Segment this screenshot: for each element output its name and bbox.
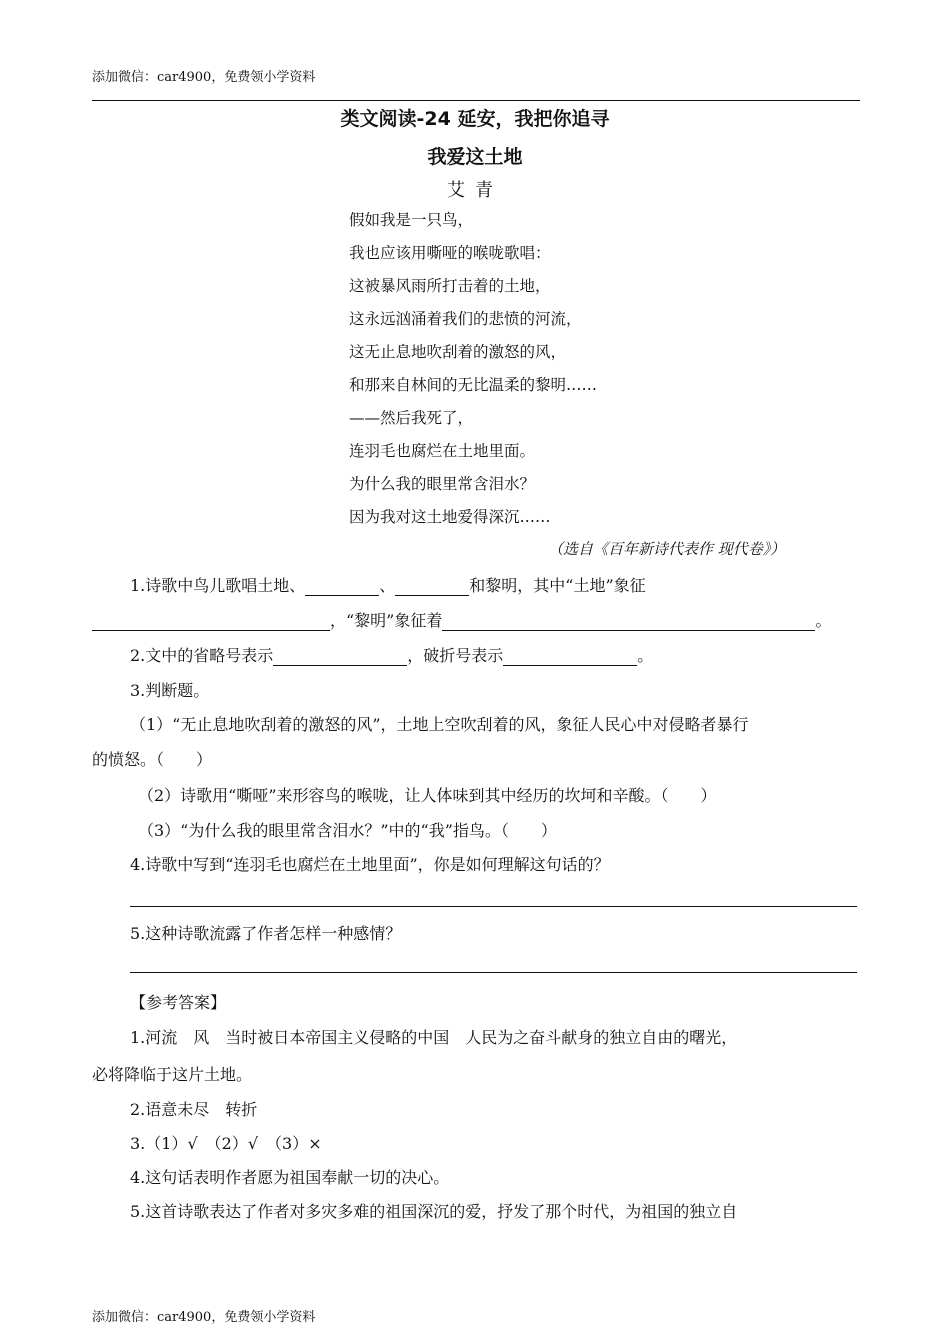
- question-3: 3.判断题。: [130, 681, 210, 700]
- poem-line: 这被暴风雨所打击着的土地，: [349, 277, 551, 295]
- answer-blank[interactable]: [503, 647, 637, 666]
- answer-blank[interactable]: [395, 577, 469, 596]
- answer-1: 1.河流 风 当时被日本帝国主义侵略的中国 人民为之奋斗献身的独立自由的曙光，: [130, 1028, 738, 1047]
- poem-author: 艾青: [447, 180, 503, 201]
- poem-line: 和那来自林间的无比温柔的黎明……: [349, 376, 598, 394]
- footer-note: 添加微信：car4900，免费领小学资料: [92, 1310, 316, 1325]
- poem-title: 我爱这土地: [427, 146, 523, 168]
- answer-3: 3.（1）√ （2）√ （3）×: [130, 1134, 322, 1153]
- poem-line: 为什么我的眼里常含泪水？: [349, 475, 536, 493]
- poem-line: 这永远汹涌着我们的悲愤的河流，: [349, 310, 582, 328]
- answers-heading: 【参考答案】: [130, 993, 227, 1012]
- question-1-cont: ，“黎明”象征着 。: [92, 608, 831, 631]
- answer-blank[interactable]: [305, 577, 379, 596]
- poem-source: （选自《百年新诗代表作 现代卷》）: [548, 540, 786, 558]
- question-3-3: （3）“为什么我的眼里常含泪水？”中的“我”指鸟。（ ）: [138, 821, 557, 840]
- question-3-1: （1）“无止息地吹刮着的激怒的风”，土地上空吹刮着的风，象征人民心中对侵略者暴行: [130, 715, 749, 734]
- question-2: 2.文中的省略号表示 ，破折号表示 。: [130, 646, 654, 665]
- question-5: 5.这种诗歌流露了作者怎样一种感情？: [130, 924, 402, 943]
- poem-line: 这无止息地吹刮着的激怒的风，: [349, 343, 567, 361]
- answer-4: 4.这句话表明作者愿为祖国奉献一切的决心。: [130, 1168, 450, 1187]
- question-3-1-cont: 的愤怒。（ ）: [92, 750, 213, 769]
- document-title: 类文阅读-24 延安，我把你追寻: [340, 108, 610, 130]
- question-3-2: （2）诗歌用“嘶哑”来形容鸟的喉咙，让人体味到其中经历的坎坷和辛酸。（ ）: [138, 786, 717, 805]
- poem-line: 因为我对这土地爱得深沉……: [349, 508, 551, 526]
- answer-line[interactable]: [130, 906, 857, 907]
- poem-line: 我也应该用嘶哑的喉咙歌唱：: [349, 244, 551, 262]
- answer-2: 2.语意未尽 转折: [130, 1100, 258, 1119]
- poem-line: 连羽毛也腐烂在土地里面。: [349, 442, 536, 460]
- answer-blank[interactable]: [442, 612, 815, 631]
- poem-line: 假如我是一只鸟，: [349, 211, 474, 229]
- answer-1-cont: 必将降临于这片土地。: [92, 1065, 253, 1084]
- header-note: 添加微信：car4900，免费领小学资料: [92, 70, 316, 85]
- poem-line: ——然后我死了，: [349, 409, 474, 427]
- header-rule: [92, 100, 860, 101]
- answer-blank[interactable]: [273, 647, 407, 666]
- question-1: 1.诗歌中鸟儿歌唱土地、 、 和黎明，其中“土地”象征: [130, 576, 646, 595]
- answer-line[interactable]: [130, 972, 857, 973]
- answer-5: 5.这首诗歌表达了作者对多灾多难的祖国深沉的爱，抒发了那个时代，为祖国的独立自: [130, 1202, 738, 1221]
- answer-blank[interactable]: [92, 612, 330, 631]
- question-4: 4.诗歌中写到“连羽毛也腐烂在土地里面”，你是如何理解这句话的？: [130, 855, 610, 874]
